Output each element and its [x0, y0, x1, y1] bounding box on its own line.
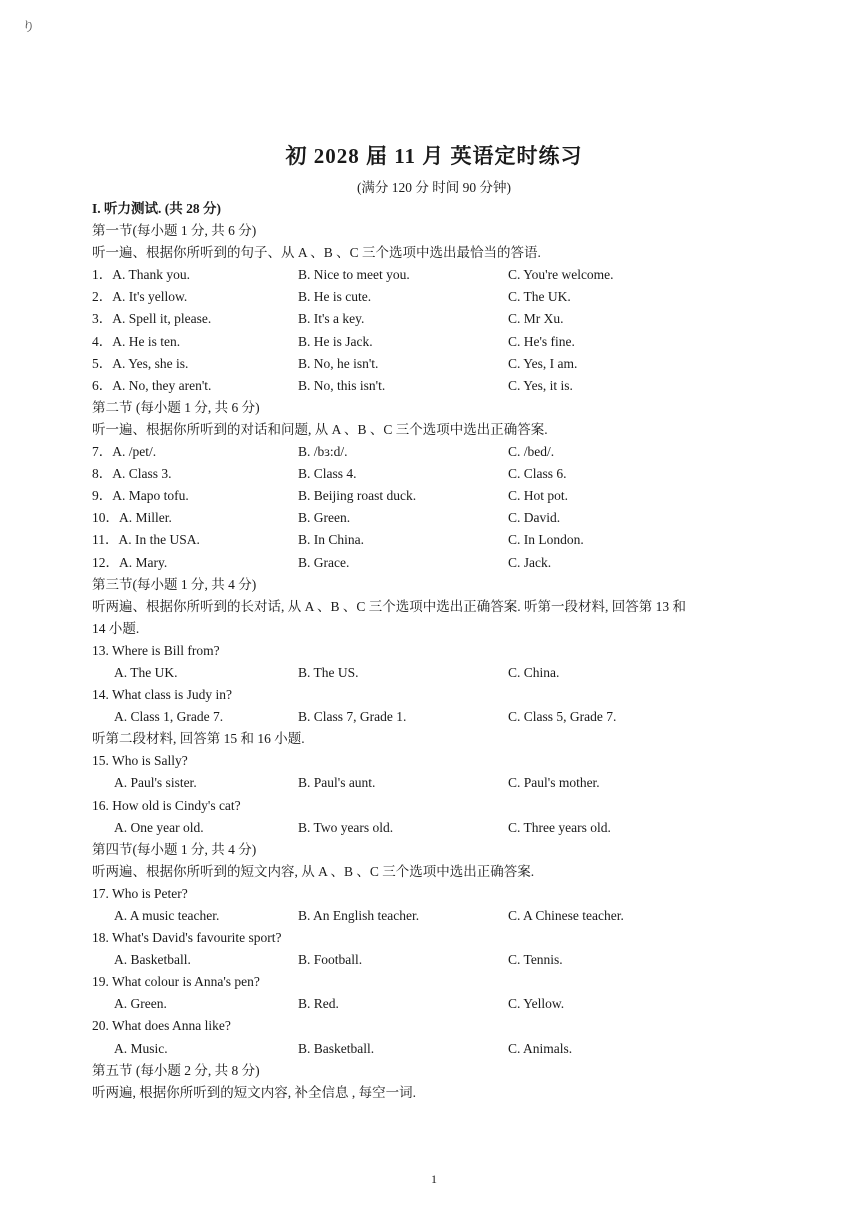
- answer-options-row: [92, 817, 792, 839]
- page-number: 1: [431, 1172, 437, 1186]
- option-c: C. Tennis.: [508, 952, 563, 968]
- answer-options-row: [92, 905, 792, 927]
- option-b: B. /bɜ:d/.: [298, 444, 348, 460]
- option-c: C. The UK.: [508, 289, 571, 305]
- option-b: B. Paul's aunt.: [298, 775, 376, 791]
- text-line: 17. Who is Peter?: [92, 885, 188, 901]
- option-a: 3．A. Spell it, please.: [92, 311, 212, 327]
- question-options-row: [92, 353, 792, 375]
- option-a: A. The UK.: [114, 664, 178, 680]
- option-b: B. Grace.: [298, 554, 350, 570]
- question-options-row: [92, 552, 792, 574]
- option-c: C. /bed/.: [508, 444, 555, 460]
- text-line: 第三节(每小题 1 分, 共 4 分): [92, 576, 257, 592]
- text-line: 15. Who is Sally?: [92, 753, 188, 769]
- question-options-row: [92, 485, 792, 507]
- option-b: B. No, this isn't.: [298, 377, 386, 393]
- text-line: 20. What does Anna like?: [92, 1018, 231, 1034]
- text-line: 19. What colour is Anna's pen?: [92, 974, 260, 990]
- option-a: A. Basketball.: [114, 952, 191, 968]
- option-b: B. No, he isn't.: [298, 355, 379, 371]
- option-a: A. Paul's sister.: [114, 775, 197, 791]
- text-line: 听一遍、根据你所听到的句子、从 A 、B 、C 三个选项中选出最恰当的答语.: [92, 245, 541, 261]
- question-options-row: [92, 463, 792, 485]
- option-c: C. Yes, it is.: [508, 377, 573, 393]
- answer-options-row: [92, 1038, 792, 1060]
- option-b: B. Class 7, Grade 1.: [298, 709, 407, 725]
- text-line: 听第二段材料, 回答第 15 和 16 小题.: [92, 731, 305, 747]
- option-c: C. You're welcome.: [508, 267, 614, 283]
- text-line: 听两遍、根据你所听到的短文内容, 从 A 、B 、C 三个选项中选出正确答案.: [92, 863, 535, 879]
- text-line: 第一节(每小题 1 分, 共 6 分): [92, 223, 257, 239]
- option-c: C. In London.: [508, 532, 584, 548]
- answer-options-row: [92, 662, 792, 684]
- option-b: B. Football.: [298, 952, 363, 968]
- option-b: B. Green.: [298, 510, 351, 526]
- option-a: 10．A. Miller.: [92, 510, 172, 526]
- option-b: B. He is Jack.: [298, 333, 373, 349]
- text-line: 第四节(每小题 1 分, 共 4 分): [92, 841, 257, 857]
- option-c: C. A Chinese teacher.: [508, 908, 624, 923]
- option-a: 7．A. /pet/.: [92, 444, 157, 460]
- option-b: B. Red.: [298, 996, 339, 1012]
- option-b: B. Basketball.: [298, 1040, 375, 1056]
- option-c: C. Hot pot.: [508, 488, 569, 504]
- option-c: C. Class 5, Grade 7.: [508, 709, 617, 725]
- option-c: C. Yes, I am.: [508, 355, 578, 371]
- option-c: C. Paul's mother.: [508, 775, 600, 791]
- page-title: 初 2028 届 11 月 英语定时练习: [285, 144, 583, 168]
- text-line: 第二节 (每小题 1 分, 共 6 分): [92, 399, 260, 415]
- option-c: C. Class 6.: [508, 466, 567, 482]
- text-line: 听两遍, 根据你所听到的短文内容, 补全信息 , 每空一词.: [92, 1084, 416, 1100]
- text-line: 13. Where is Bill from?: [92, 642, 220, 658]
- question-options-row: [92, 441, 792, 463]
- answer-options-row: [92, 772, 792, 794]
- corner-mark: り: [22, 19, 36, 34]
- option-b: B. An English teacher.: [298, 908, 420, 923]
- page-subtitle: (满分 120 分 时间 90 分钟): [356, 180, 512, 195]
- option-a: 6．A. No, they aren't.: [92, 377, 212, 393]
- option-b: B. In China.: [298, 532, 364, 548]
- option-c: C. Three years old.: [508, 819, 611, 835]
- question-options-row: [92, 308, 792, 330]
- option-a: 1．A. Thank you.: [92, 267, 190, 283]
- option-a: 9．A. Mapo tofu.: [92, 488, 189, 504]
- option-c: C. Jack.: [508, 554, 552, 570]
- option-a: A. Music.: [114, 1040, 168, 1056]
- text-line: 第五节 (每小题 2 分, 共 8 分): [92, 1062, 260, 1078]
- text-line: 16. How old is Cindy's cat?: [92, 797, 241, 813]
- option-a: 4．A. He is ten.: [92, 333, 181, 349]
- answer-options-row: [92, 706, 792, 728]
- option-b: B. Class 4.: [298, 466, 357, 482]
- option-b: B. It's a key.: [298, 311, 365, 327]
- option-a: 8．A. Class 3.: [92, 466, 172, 482]
- question-options-row: [92, 507, 792, 529]
- option-c: C. He's fine.: [508, 333, 575, 349]
- question-options-row: [92, 264, 792, 286]
- text-line: 14 小题.: [92, 620, 140, 636]
- option-c: C. Animals.: [508, 1040, 573, 1056]
- option-c: C. Yellow.: [508, 996, 565, 1012]
- question-options-row: [92, 375, 792, 397]
- option-a: 12．A. Mary.: [92, 554, 168, 570]
- option-a: A. Class 1, Grade 7.: [114, 709, 224, 725]
- option-c: C. Mr Xu.: [508, 311, 564, 327]
- option-b: B. He is cute.: [298, 289, 372, 305]
- option-a: 2．A. It's yellow.: [92, 289, 188, 305]
- text-line: 14. What class is Judy in?: [92, 687, 232, 703]
- option-c: C. China.: [508, 664, 560, 680]
- section-heading: I. 听力测试. (共 28 分): [92, 201, 221, 216]
- question-options-row: [92, 529, 792, 551]
- option-a: A. A music teacher.: [114, 908, 220, 923]
- option-a: A. Green.: [114, 996, 167, 1012]
- answer-options-row: [92, 949, 792, 971]
- option-b: B. The US.: [298, 664, 359, 680]
- option-c: C. David.: [508, 510, 561, 526]
- option-a: 11．A. In the USA.: [92, 532, 200, 548]
- question-options-row: [92, 286, 792, 308]
- answer-options-row: [92, 993, 792, 1015]
- option-a: 5．A. Yes, she is.: [92, 355, 189, 371]
- option-b: B. Beijing roast duck.: [298, 488, 417, 504]
- text-line: 听一遍、根据你所听到的对话和问题, 从 A 、B 、C 三个选项中选出正确答案.: [92, 421, 548, 437]
- exam-content: [92, 198, 792, 1104]
- question-options-row: [92, 331, 792, 353]
- option-b: B. Two years old.: [298, 819, 394, 835]
- text-line: 听两遍、根据你所听到的长对话, 从 A 、B 、C 三个选项中选出正确答案. 听第一段材料, 回答第 13 和: [92, 598, 687, 614]
- option-a: A. One year old.: [114, 819, 204, 835]
- option-b: B. Nice to meet you.: [298, 267, 410, 283]
- text-line: 18. What's David's favourite sport?: [92, 930, 282, 946]
